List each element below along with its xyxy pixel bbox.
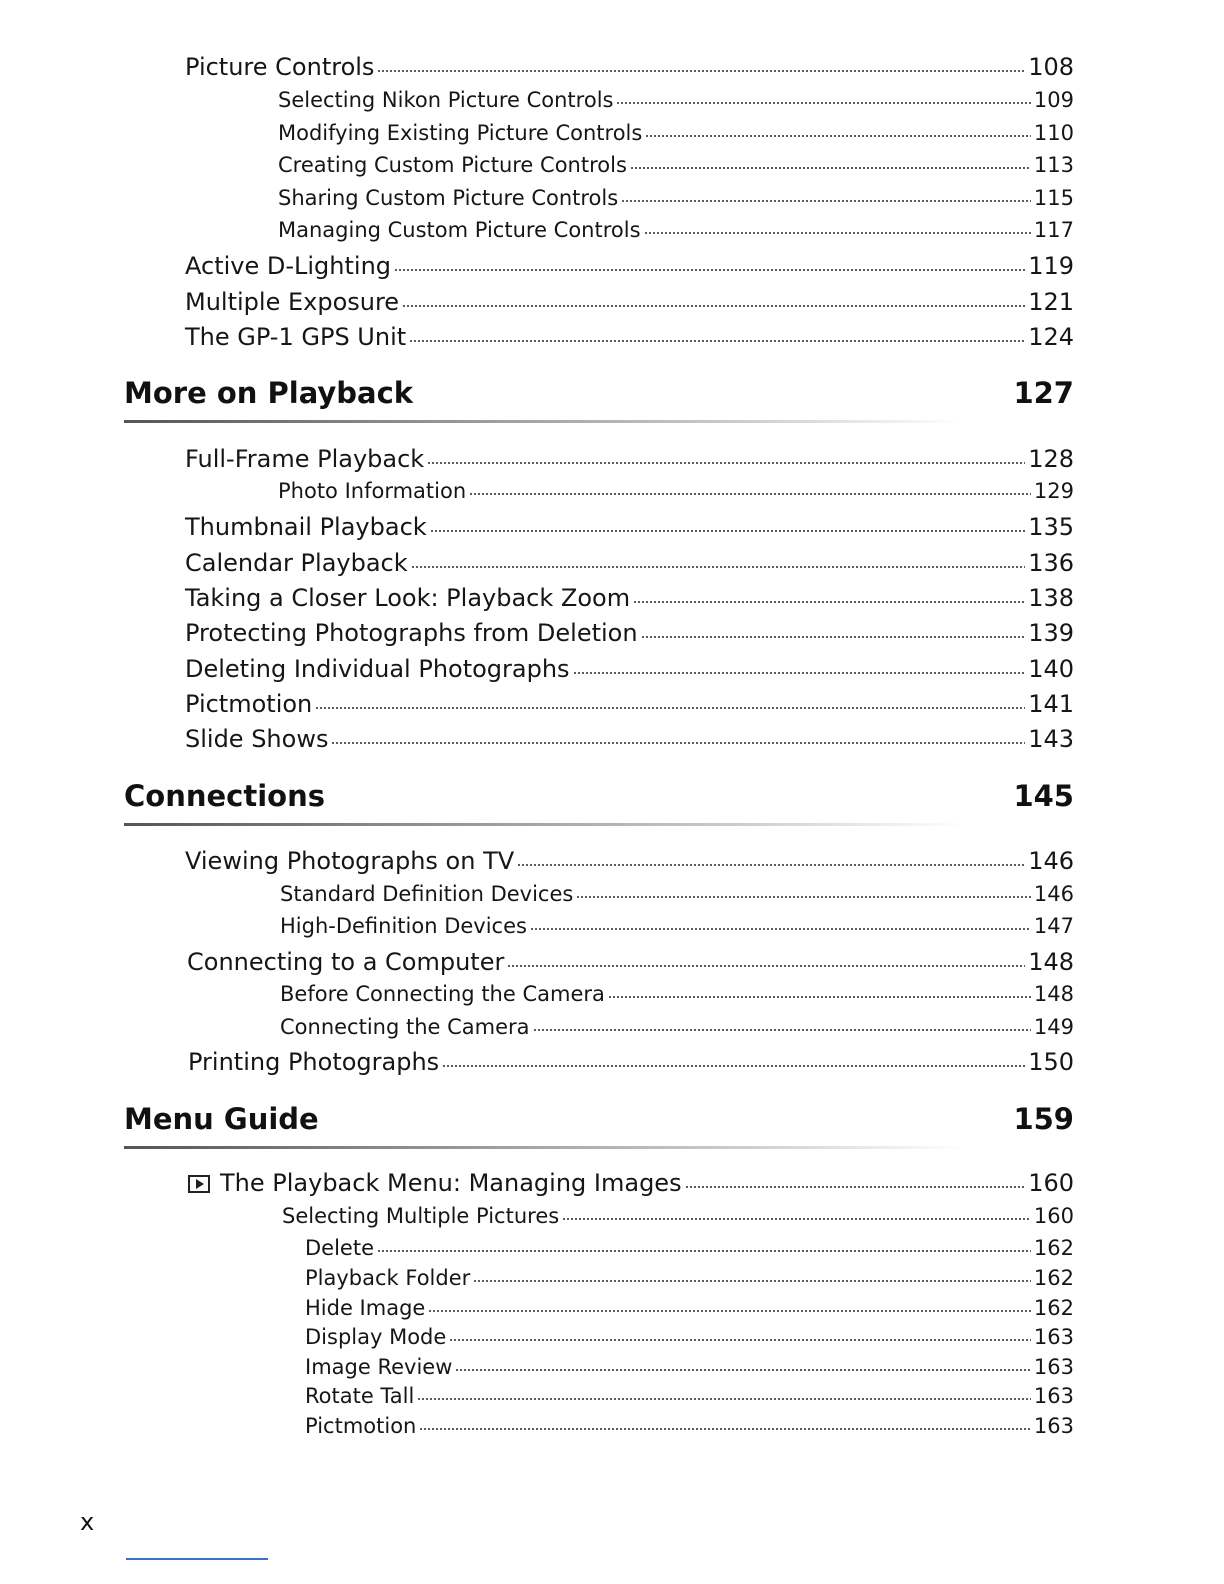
section-title: More on Playback	[124, 376, 414, 410]
toc-entry[interactable]	[185, 512, 1074, 542]
toc-entry[interactable]	[188, 1168, 1074, 1198]
dot-leader	[507, 965, 1025, 967]
section-page: 159	[1013, 1102, 1074, 1136]
entry-page: 148	[1028, 948, 1074, 976]
toc-subentry[interactable]	[278, 183, 1074, 213]
section-title: Menu Guide	[124, 1102, 319, 1136]
dot-leader	[616, 102, 1030, 104]
toc-subentry[interactable]	[278, 118, 1074, 148]
toc-subentry[interactable]	[280, 911, 1074, 941]
entry-page: 140	[1028, 655, 1074, 683]
entry-page: 146	[1033, 882, 1074, 906]
dot-leader	[417, 1398, 1031, 1400]
entry-label: The Playback Menu: Managing Images	[220, 1169, 682, 1197]
dot-leader	[562, 1218, 1031, 1220]
entry-label: Delete	[305, 1236, 374, 1260]
entry-label: Taking a Closer Look: Playback Zoom	[185, 584, 631, 612]
toc-subentry[interactable]	[278, 150, 1074, 180]
dot-leader	[377, 70, 1025, 72]
toc-subsubentry[interactable]	[305, 1411, 1074, 1441]
dot-leader	[641, 636, 1026, 638]
dot-leader	[633, 601, 1025, 603]
entry-label: Before Connecting the Camera	[280, 982, 605, 1006]
entry-label: Viewing Photographs on TV	[185, 847, 515, 875]
toc-entry[interactable]	[188, 1047, 1074, 1077]
toc-entry[interactable]	[185, 654, 1074, 684]
entry-label: Slide Shows	[185, 725, 329, 753]
toc-entry[interactable]	[185, 251, 1074, 281]
toc-subsubentry[interactable]	[305, 1381, 1074, 1411]
entry-label: Thumbnail Playback	[185, 513, 427, 541]
dot-leader	[621, 200, 1031, 202]
entry-page: 128	[1028, 445, 1074, 473]
section-page: 127	[1013, 376, 1074, 410]
entry-label: Playback Folder	[305, 1266, 471, 1290]
dot-leader	[685, 1186, 1026, 1188]
entry-page: 148	[1033, 982, 1074, 1006]
entry-page: 129	[1033, 479, 1074, 503]
dot-leader	[402, 305, 1025, 307]
entry-page: 110	[1033, 121, 1074, 145]
toc-subentry[interactable]	[280, 979, 1074, 1009]
section-rule	[124, 1146, 964, 1149]
entry-page: 160	[1033, 1204, 1074, 1228]
dot-leader	[469, 493, 1031, 495]
dot-leader	[427, 462, 1025, 464]
playback-icon	[188, 1175, 210, 1193]
toc-subsubentry[interactable]	[305, 1352, 1074, 1382]
toc-subentry[interactable]	[278, 476, 1074, 506]
toc-entry[interactable]	[185, 548, 1074, 578]
entry-label: Creating Custom Picture Controls	[278, 153, 627, 177]
entry-page: 162	[1033, 1236, 1074, 1260]
toc-entry[interactable]	[185, 846, 1074, 876]
entry-label: Selecting Nikon Picture Controls	[278, 88, 614, 112]
toc-subsubentry[interactable]	[305, 1263, 1074, 1293]
dot-leader	[530, 928, 1031, 930]
toc-subentry[interactable]	[278, 215, 1074, 245]
dot-leader	[409, 340, 1025, 342]
toc-entry[interactable]	[187, 947, 1074, 977]
section-heading-more-on-playback[interactable]	[124, 375, 1074, 411]
entry-label: Rotate Tall	[305, 1384, 415, 1408]
toc-entry[interactable]	[185, 287, 1074, 317]
entry-page: 115	[1033, 186, 1074, 210]
dot-leader	[428, 1310, 1031, 1312]
section-rule	[124, 420, 964, 423]
entry-page: 163	[1033, 1355, 1074, 1379]
entry-page: 135	[1028, 513, 1074, 541]
entry-label: Selecting Multiple Pictures	[282, 1204, 560, 1228]
entry-label: Photo Information	[278, 479, 467, 503]
entry-page: 138	[1028, 584, 1074, 612]
entry-label: Sharing Custom Picture Controls	[278, 186, 619, 210]
section-heading-menu-guide[interactable]	[124, 1101, 1074, 1137]
entry-page: 141	[1028, 690, 1074, 718]
entry-page: 117	[1033, 218, 1074, 242]
dot-leader	[419, 1428, 1031, 1430]
entry-label: The GP-1 GPS Unit	[185, 323, 407, 351]
dot-leader	[449, 1339, 1031, 1341]
entry-label: Deleting Individual Photographs	[185, 655, 570, 683]
entry-page: 163	[1033, 1325, 1074, 1349]
section-page: 145	[1013, 779, 1074, 813]
dot-leader	[644, 232, 1031, 234]
entry-label: Multiple Exposure	[185, 288, 400, 316]
entry-label: High-Definition Devices	[280, 914, 527, 938]
toc-subentry[interactable]	[280, 1012, 1074, 1042]
toc-entry[interactable]	[185, 444, 1074, 474]
dot-leader	[473, 1280, 1031, 1282]
dot-leader	[331, 742, 1025, 744]
dot-leader	[645, 135, 1031, 137]
toc-subentry[interactable]	[280, 879, 1074, 909]
entry-page: 160	[1028, 1169, 1074, 1197]
entry-label: Connecting the Camera	[280, 1015, 530, 1039]
entry-label: Protecting Photographs from Deletion	[185, 619, 638, 647]
entry-page: 113	[1033, 153, 1074, 177]
toc-subsubentry[interactable]	[305, 1233, 1074, 1263]
toc-subentry[interactable]	[282, 1201, 1074, 1231]
entry-label: Connecting to a Computer	[187, 948, 505, 976]
entry-label: Hide Image	[305, 1296, 426, 1320]
toc-entry[interactable]	[185, 322, 1074, 352]
entry-page: 150	[1028, 1048, 1074, 1076]
dot-leader	[630, 167, 1031, 169]
entry-page: 162	[1033, 1296, 1074, 1320]
footer-rule	[126, 1558, 268, 1560]
entry-label: Pictmotion	[305, 1414, 417, 1438]
toc-entry[interactable]	[185, 724, 1074, 754]
toc-subsubentry[interactable]	[305, 1293, 1074, 1323]
entry-page: 147	[1033, 914, 1074, 938]
dot-leader	[573, 672, 1026, 674]
entry-page: 163	[1033, 1414, 1074, 1438]
toc-entry[interactable]	[185, 52, 1074, 82]
toc-entry[interactable]	[185, 583, 1074, 613]
dot-leader	[455, 1369, 1031, 1371]
entry-label: Modifying Existing Picture Controls	[278, 121, 643, 145]
entry-page: 108	[1028, 53, 1074, 81]
dot-leader	[442, 1065, 1025, 1067]
dot-leader	[430, 530, 1026, 532]
section-rule	[124, 823, 964, 826]
section-heading-connections[interactable]	[124, 778, 1074, 814]
dot-leader	[315, 707, 1025, 709]
entry-page: 149	[1033, 1015, 1074, 1039]
dot-leader	[533, 1029, 1031, 1031]
toc-subentry[interactable]	[278, 85, 1074, 115]
page-number: x	[80, 1508, 95, 1536]
entry-label: Printing Photographs	[188, 1048, 440, 1076]
dot-leader	[411, 566, 1026, 568]
entry-label: Managing Custom Picture Controls	[278, 218, 641, 242]
entry-label: Calendar Playback	[185, 549, 408, 577]
dot-leader	[576, 896, 1031, 898]
dot-leader	[377, 1250, 1031, 1252]
entry-label: Image Review	[305, 1355, 453, 1379]
entry-label: Full-Frame Playback	[185, 445, 425, 473]
entry-label: Picture Controls	[185, 53, 375, 81]
toc-entry[interactable]	[185, 689, 1074, 719]
section-title: Connections	[124, 779, 325, 813]
entry-page: 143	[1028, 725, 1074, 753]
toc-entry[interactable]	[185, 618, 1074, 648]
entry-label: Active D-Lighting	[185, 252, 392, 280]
toc-subsubentry[interactable]	[305, 1322, 1074, 1352]
entry-page: 146	[1028, 847, 1074, 875]
dot-leader	[394, 269, 1025, 271]
entry-page: 136	[1028, 549, 1074, 577]
entry-page: 163	[1033, 1384, 1074, 1408]
entry-page: 109	[1033, 88, 1074, 112]
entry-label: Pictmotion	[185, 690, 313, 718]
entry-page: 162	[1033, 1266, 1074, 1290]
entry-label: Standard Definition Devices	[280, 882, 574, 906]
entry-page: 121	[1028, 288, 1074, 316]
entry-page: 124	[1028, 323, 1074, 351]
entry-page: 119	[1028, 252, 1074, 280]
dot-leader	[517, 864, 1025, 866]
dot-leader	[608, 996, 1031, 998]
entry-label: Display Mode	[305, 1325, 447, 1349]
entry-page: 139	[1028, 619, 1074, 647]
